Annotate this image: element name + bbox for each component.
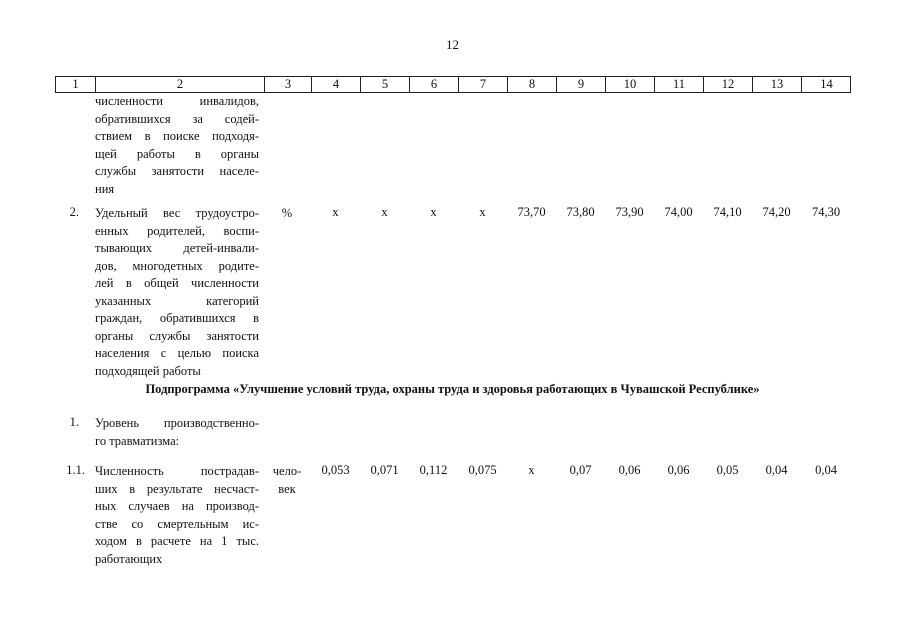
table-header-row <box>55 76 851 93</box>
value-col-12: 74,10 <box>713 205 742 219</box>
value-col-5: 0,071 <box>370 463 399 477</box>
row-continuation-description <box>95 93 259 198</box>
value-col-7: 0,075 <box>468 463 497 477</box>
description-line: работающих <box>95 551 163 566</box>
value-col-6: х <box>430 205 437 219</box>
header-col-14: 14 <box>801 77 851 92</box>
value-col-8: 73,70 <box>517 205 546 219</box>
description-line: населения с целью поиска <box>95 346 259 360</box>
value-col-10: 0,06 <box>618 463 641 477</box>
description-line: указанных категорий <box>95 293 259 308</box>
value-col-7: х <box>479 205 486 219</box>
header-col-10: 10 <box>605 77 654 92</box>
value-col-11: 74,00 <box>664 205 693 219</box>
subprogram-title: Подпрограмма «Улучшение условий труда, охраны труда и здоровья работающих в Чувашской Республике» <box>145 382 760 396</box>
page-number: 12 <box>446 37 459 52</box>
value-col-12: 0,05 <box>716 463 739 477</box>
value-col-11: 0,06 <box>667 463 690 477</box>
description-line: дов, многодетных родите- <box>95 258 259 273</box>
row-1-1-description <box>95 463 259 568</box>
description-line: Численность пострадав- <box>95 464 259 478</box>
value-col-10: 73,90 <box>615 205 644 219</box>
header-col-5: 5 <box>360 77 409 92</box>
description-line: енных родителей, воспи- <box>95 223 259 238</box>
value-col-13: 0,04 <box>765 463 788 477</box>
header-col-3: 3 <box>264 77 311 92</box>
description-line: тывающих детей-инвали- <box>95 241 259 255</box>
row-2-number: 2. <box>69 205 79 219</box>
description-line: обратившихся за содей- <box>95 111 259 126</box>
description-line: подходящей работы <box>95 363 201 378</box>
header-col-13: 13 <box>752 77 801 92</box>
header-col-1: 1 <box>55 77 95 92</box>
description-line: ших в результате несчаст- <box>95 481 259 496</box>
row-1-1-unit-line-2: век <box>278 481 296 496</box>
row-2-description <box>95 205 259 380</box>
header-col-2: 2 <box>95 77 264 92</box>
header-col-7: 7 <box>458 77 507 92</box>
description-line: граждан, обратившихся в <box>95 311 259 325</box>
description-line: численности инвалидов, <box>95 94 259 108</box>
row-1-1-unit-line-1: чело- <box>272 464 302 478</box>
description-line: Уровень производственно- <box>95 416 259 430</box>
description-line: лей в общей численности <box>95 276 259 290</box>
value-col-9: 0,07 <box>569 463 592 477</box>
value-col-9: 73,80 <box>566 205 595 219</box>
description-line: щей работы в органы <box>95 146 259 161</box>
description-line: Удельный вес трудоустро- <box>95 206 259 220</box>
row-1-1-unit <box>264 463 310 498</box>
description-line: стве со смертельным ис- <box>95 516 259 531</box>
value-col-13: 74,20 <box>762 205 791 219</box>
description-line: го травматизма: <box>95 433 180 448</box>
row-1-description <box>95 415 259 450</box>
header-col-6: 6 <box>409 77 458 92</box>
header-col-9: 9 <box>556 77 605 92</box>
description-line: ных случаев на производ- <box>95 499 259 513</box>
row-2-unit: % <box>281 206 293 220</box>
value-col-8: х <box>528 463 535 477</box>
header-col-12: 12 <box>703 77 752 92</box>
value-col-6: 0,112 <box>419 463 448 477</box>
header-right-border <box>850 77 851 92</box>
header-col-8: 8 <box>507 77 556 92</box>
description-line: органы службы занятости <box>95 328 259 343</box>
value-col-4: х <box>332 205 339 219</box>
description-line: ствием в поиске подходя- <box>95 129 259 143</box>
header-col-4: 4 <box>311 77 360 92</box>
header-col-11: 11 <box>654 77 703 92</box>
value-col-5: х <box>381 205 388 219</box>
description-line: службы занятости населе- <box>95 164 259 178</box>
row-1-number: 1. <box>69 415 79 429</box>
value-col-14: 74,30 <box>811 205 841 219</box>
description-line: ния <box>95 181 115 196</box>
description-line: ходом в расчете на 1 тыс. <box>95 534 259 548</box>
value-col-4: 0,053 <box>321 463 350 477</box>
value-col-14: 0,04 <box>815 463 837 477</box>
row-1-1-number: 1.1. <box>66 463 85 477</box>
